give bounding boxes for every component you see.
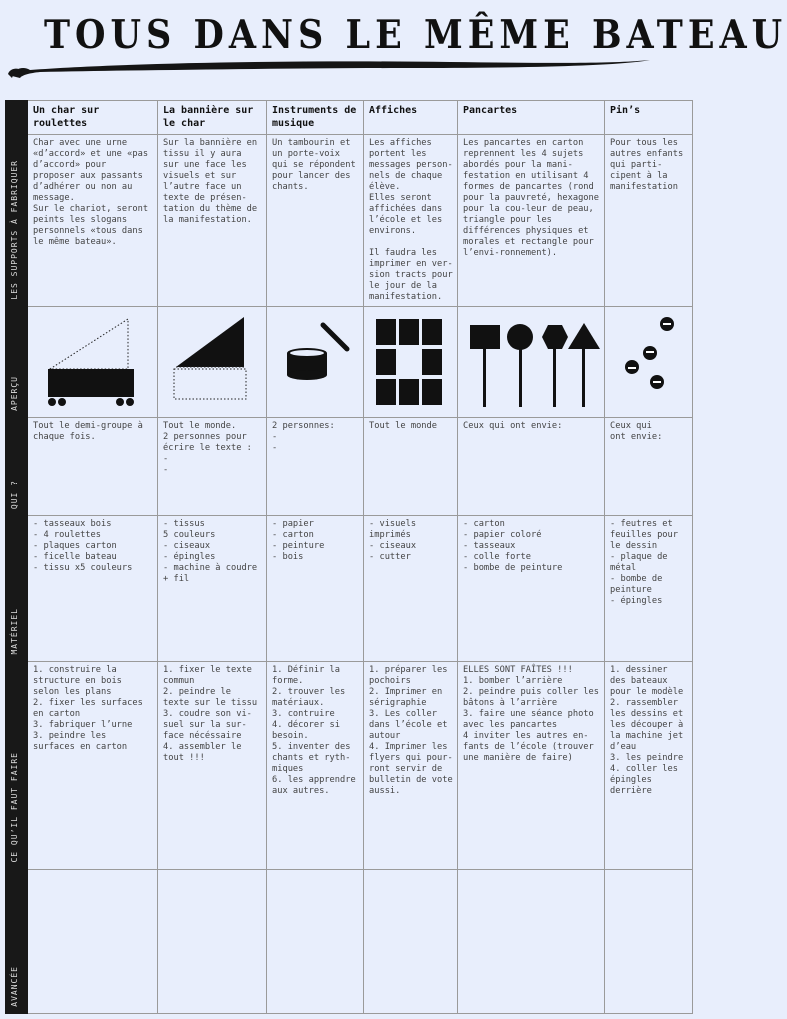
row-label-materiel: MATÉRIEL (6, 516, 28, 662)
row-label-supports: LES SUPPORTS À FABRIQUER (6, 135, 28, 307)
column-header-affiches: Affiches (364, 101, 458, 135)
column-header-pancartes: Pancartes (458, 101, 605, 135)
qui-cell-affiches: Tout le monde (364, 418, 458, 516)
banner-sketch-icon (158, 307, 267, 417)
materiel-cell-char: - tasseaux bois - 4 roulettes - plaques carton - ficelle bateau - tissu x5 couleurs (28, 516, 158, 662)
row-label-faire: CE QU’IL FAUT FAIRE (6, 662, 28, 870)
faire-cell-pins: 1. dessiner des bateaux pour le modèle 2. rassembler les dessins et les découper à la machine jet d’eau 3. les peindre 4. coller les épingles derrière (605, 662, 693, 870)
signs-shapes-icon (458, 307, 605, 417)
avancee-cell-pancartes (458, 870, 605, 1014)
preview-banniere (158, 307, 267, 418)
preview-affiches (364, 307, 458, 418)
materiel-cell-banniere: - tissus 5 couleurs - ciseaux - épingles - machine à coudre + fil (158, 516, 267, 662)
qui-cell-char: Tout le demi-groupe à chaque fois. (28, 418, 158, 516)
qui-cell-instruments: 2 personnes: - - (267, 418, 364, 516)
avancee-cell-char (28, 870, 158, 1014)
row-faire (6, 662, 693, 870)
supports-cell-affiches: Les affiches portent les messages person-nels de chaque élève. Elles seront affichées dans l’école et les environs. Il faudra les imprimer en ver-sion tracts pour le jour de la manifestation. (364, 135, 458, 307)
row-label-qui: QUI ? (6, 418, 28, 516)
supports-cell-banniere: Sur la bannière en tissu il y aura sur une face les visuels et sur l’autre face un texte de présen-tation du thème de la manifestation. (158, 135, 267, 307)
supports-cell-pins: Pour tous les autres enfants qui parti-cipent à la manifestation (605, 135, 693, 307)
avancee-cell-pins (605, 870, 693, 1014)
drum-megaphone-icon (267, 307, 364, 417)
materiel-cell-instruments: - papier - carton - peinture - bois (267, 516, 364, 662)
row-label-avancee: AVANCÉE (6, 870, 28, 1014)
avancee-cell-banniere (158, 870, 267, 1014)
row-materiel (6, 516, 693, 662)
column-header-pins: Pin’s (605, 101, 693, 135)
preview-instruments (267, 307, 364, 418)
cart-sketch-icon (28, 307, 158, 417)
page-title: TOUS DANS LE MÊME BATEAU (44, 12, 787, 58)
faire-cell-instruments: 1. Définir la forme. 2. trouver les matériaux. 3. contruire 4. décorer si besoin. 5. inventer des chants et ryth-miques 6. les apprendre aux autres. (267, 662, 364, 870)
column-header-char: Un char sur roulettes (28, 101, 158, 135)
faire-cell-affiches: 1. préparer les pochoirs 2. Imprimer en sérigraphie 3. Les coller dans l’école et autour 4. Imprimer les flyers qui pour-ront servir de bulletin de vote aussi. (364, 662, 458, 870)
faire-cell-pancartes: ELLES SONT FAÎTES !!! 1. bomber l’arrière 2. peindre puis coller les bâtons à l’arrière 3. faire une séance photo avec les pancartes 4 inviter les autres en-fants de l’école (trouver une manière de faire) (458, 662, 605, 870)
posters-grid-icon (364, 307, 458, 417)
row-qui (6, 418, 693, 516)
faire-cell-char: 1. construire la structure en bois selon les plans 2. fixer les surfaces en carton 3. fabriquer l’urne 3. peindre les surfaces en carton (28, 662, 158, 870)
column-header-instruments: Instruments de musique (267, 101, 364, 135)
qui-cell-pins: Ceux qui ont envie: (605, 418, 693, 516)
column-header-banniere: La bannière sur le char (158, 101, 267, 135)
supports-cell-pancartes: Les pancartes en carton reprennent les 4 sujets abordés pour la mani-festation en utilisant 4 formes de pancartes (rond pour la pauvreté, hexagone pour la cou-leur de peau, triangle pour les différences physiques et morales et rectangle pour l’envi-ronnement). (458, 135, 605, 307)
preview-pancartes (458, 307, 605, 418)
avancee-cell-affiches (364, 870, 458, 1014)
title-underline-brush (0, 0, 700, 90)
materiel-cell-affiches: - visuels imprimés - ciseaux - cutter (364, 516, 458, 662)
page-header (0, 0, 787, 90)
qui-cell-banniere: Tout le monde. 2 personnes pour écrire le texte : - - (158, 418, 267, 516)
row-label-apercu: APERÇU (6, 307, 28, 418)
row-apercu (6, 307, 693, 418)
row-supports (6, 135, 693, 307)
supports-cell-char: Char avec une urne «d’accord» et une «pas d’accord» pour proposer aux passants d’adhérer ou non au message. Sur le chariot, seront peints les slogans personnels «tous dans le même bateau». (28, 135, 158, 307)
avancee-cell-instruments (267, 870, 364, 1014)
planning-table (5, 100, 693, 1014)
preview-pins (605, 307, 693, 418)
pins-badges-icon (605, 307, 693, 417)
supports-cell-instruments: Un tambourin et un porte-voix qui se répondent pour lancer des chants. (267, 135, 364, 307)
qui-cell-pancartes: Ceux qui ont envie: (458, 418, 605, 516)
materiel-cell-pancartes: - carton - papier coloré - tasseaux - colle forte - bombe de peinture (458, 516, 605, 662)
corner-cell (6, 101, 28, 135)
header-row (6, 101, 693, 135)
row-avancee (6, 870, 693, 1014)
faire-cell-banniere: 1. fixer le texte commun 2. peindre le texte sur le tissu 3. coudre son vi-suel sur la sur-face nécéssaire 4. assembler le tout !!! (158, 662, 267, 870)
materiel-cell-pins: - feutres et feuilles pour le dessin - plaque de métal - bombe de peinture - épingles (605, 516, 693, 662)
preview-char (28, 307, 158, 418)
